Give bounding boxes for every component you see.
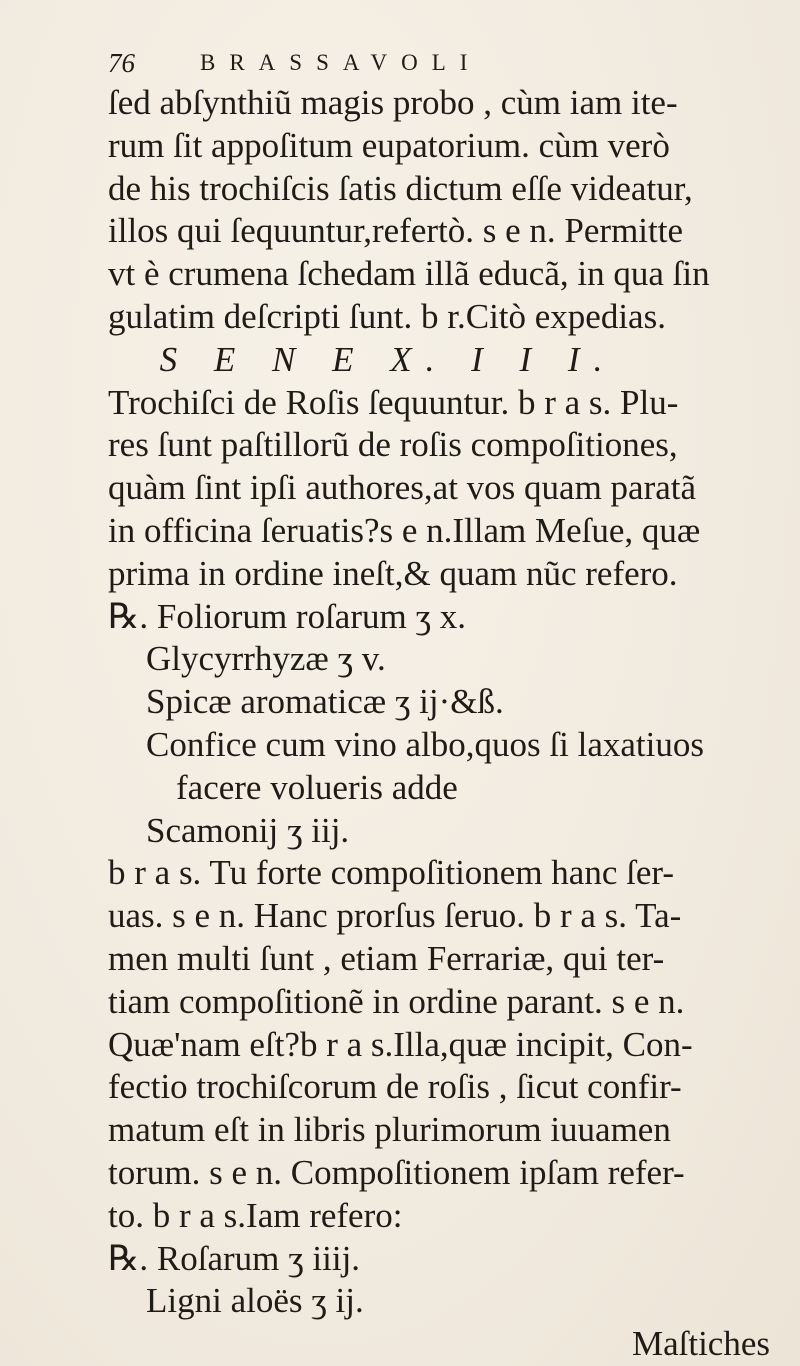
recipe-line: ℞. Foliorum roſarum ʒ x. (108, 596, 466, 636)
text-line: quàm ſint ipſi authores,at vos quam paratã (108, 468, 697, 508)
text-line: to. b r a s.Iam refero: (108, 1195, 403, 1235)
text-line: uas. s e n. Hanc prorſus ſeruo. b r a s. Ta- (108, 896, 682, 936)
text-line: de his trochiſcis ſatis dictum eſſe videatur, (108, 168, 693, 208)
section-heading: S E N E X. I I I. (159, 339, 617, 379)
catchword: Maſtiches (631, 1324, 770, 1364)
text-line: illos qui ſequuntur,refertò. s e n. Permitte (108, 211, 684, 251)
text-line: gulatim deſcripti ſunt. b r.Citò expedias. (108, 296, 666, 336)
text-line: ſed abſynthiũ magis probo , cùm iam ite- (108, 83, 678, 122)
page-header (108, 44, 708, 86)
text-line: Trochiſci de Roſis ſequuntur. b r a s. Plu- (108, 382, 679, 422)
recipe-line: Spicæ aromaticæ ʒ ij·&ß. (146, 682, 504, 722)
recipe-line: Glycyrrhyzæ ʒ v. (146, 639, 386, 679)
recipe-line: Ligni aloës ʒ ij. (146, 1281, 364, 1321)
text-line: b r a s. Tu forte compoſitionem hanc ſer- (108, 853, 674, 893)
text-line: fectio trochiſcorum de roſis , ſicut confir- (108, 1067, 682, 1107)
recipe-line: ℞. Roſarum ʒ iiij. (108, 1238, 361, 1278)
text-line: men multi ſunt , etiam Ferrariæ, qui ter- (108, 938, 665, 978)
recipe-line: Scamonij ʒ iij. (146, 810, 350, 850)
recipe-line: Confice cum vino albo,quos ſi laxatiuos (146, 724, 704, 764)
text-line: tiam compoſitionẽ in ordine parant. s e n. (108, 981, 685, 1021)
text-line: matum eſt in libris plurimorum iuuamen (108, 1110, 671, 1150)
text-line: prima in ordine ineſt,& quam nũc refero. (108, 553, 678, 593)
text-line: Quæ'nam eſt?b r a s.Illa,quæ incipit, Con- (108, 1024, 693, 1064)
text-line: rum ſit appoſitum eupatorium. cùm verò (108, 125, 670, 165)
text-line: torum. s e n. Compoſitionem ipſam refer- (108, 1152, 685, 1192)
recipe-line: facere volueris adde (176, 767, 458, 807)
text-line: res ſunt paſtillorũ de roſis compoſitiones, (108, 425, 678, 465)
text-line: vt è crumena ſchedam illã educã, in qua ſin (108, 254, 710, 294)
text-line: in officina ſeruatis?s e n.Illam Meſue, quæ (108, 510, 701, 550)
running-title: BRASSAVOLI (200, 50, 482, 75)
body-text (108, 82, 788, 1366)
page-number: 76 (108, 48, 135, 78)
